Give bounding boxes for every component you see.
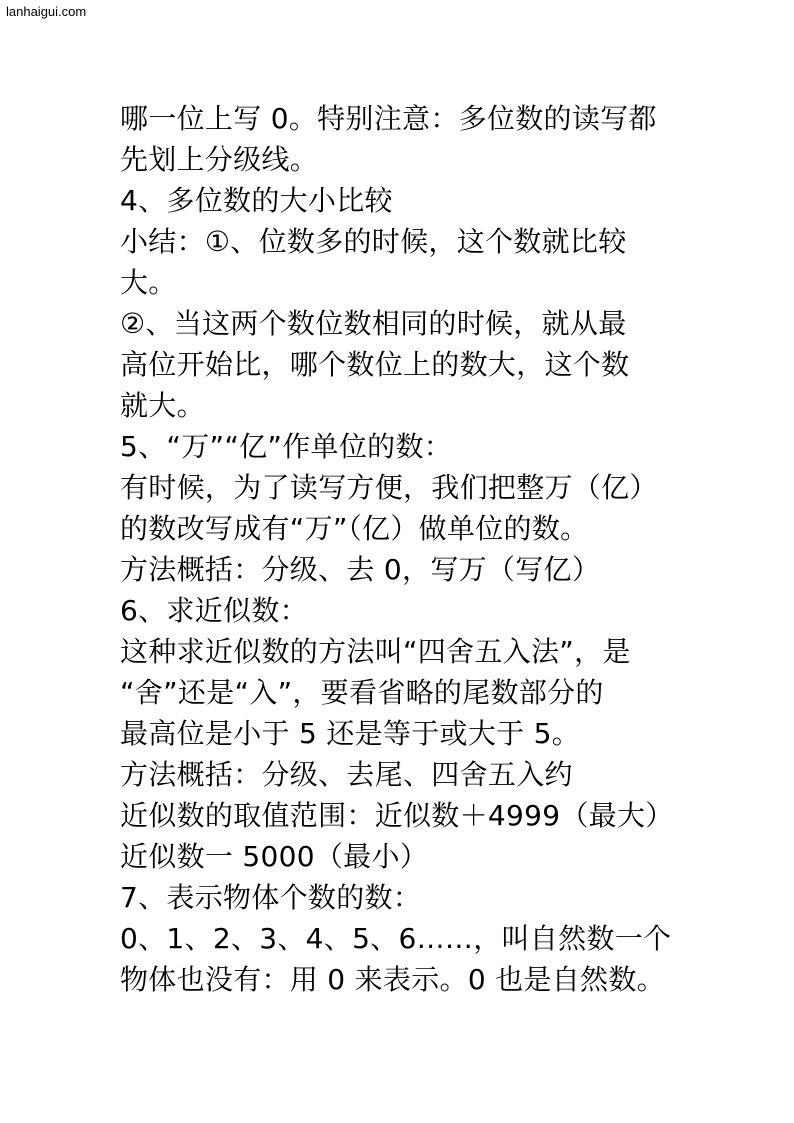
text-line: 有时候，为了读写方便，我们把整万（亿） [120, 471, 658, 504]
text-line: 小结：①、位数多的时候，这个数就比较 [120, 225, 627, 258]
text-line: 近似数一 5000（最小） [120, 840, 429, 873]
text-line: 就大。 [120, 389, 205, 422]
text-line: “舍”还是“入”，要看省略的尾数部分的 [120, 676, 604, 709]
text-line: 大。 [120, 266, 177, 299]
section-heading: 4、多位数的大小比较 [120, 184, 393, 217]
text-line: 方法概括：分级、去 0，写万（写亿） [120, 553, 601, 586]
text-line: 近似数的取值范围：近似数＋4999（最大） [120, 799, 674, 832]
text-line: 方法概括：分级、去尾、四舍五入约 [120, 758, 573, 791]
site-watermark: lanhaigui.com [6, 4, 87, 19]
document-body [120, 98, 680, 1000]
text-line: 先划上分级线。 [120, 143, 319, 176]
text-line: 的数改写成有“万”（亿）做单位的数。 [120, 512, 589, 545]
text-line: 这种求近似数的方法叫“四舍五入法”，是 [120, 635, 631, 668]
section-heading: 7、表示物体个数的数： [120, 881, 422, 914]
text-line: 哪一位上写 0。特别注意：多位数的读写都 [120, 102, 657, 135]
text-line: 高位开始比，哪个数位上的数大，这个数 [120, 348, 630, 381]
section-heading: 6、求近似数： [120, 594, 308, 627]
text-line: ②、当这两个数位数相同的时候，就从最 [120, 307, 627, 340]
text-line: 最高位是小于 5 还是等于或大于 5。 [120, 717, 581, 750]
text-line: 物体也没有：用 0 来表示。0 也是自然数。 [120, 963, 665, 996]
section-heading: 5、“万”“亿”作单位的数： [120, 430, 453, 463]
text-line: 0、1、2、3、4、5、6……，叫自然数一个 [120, 922, 672, 955]
